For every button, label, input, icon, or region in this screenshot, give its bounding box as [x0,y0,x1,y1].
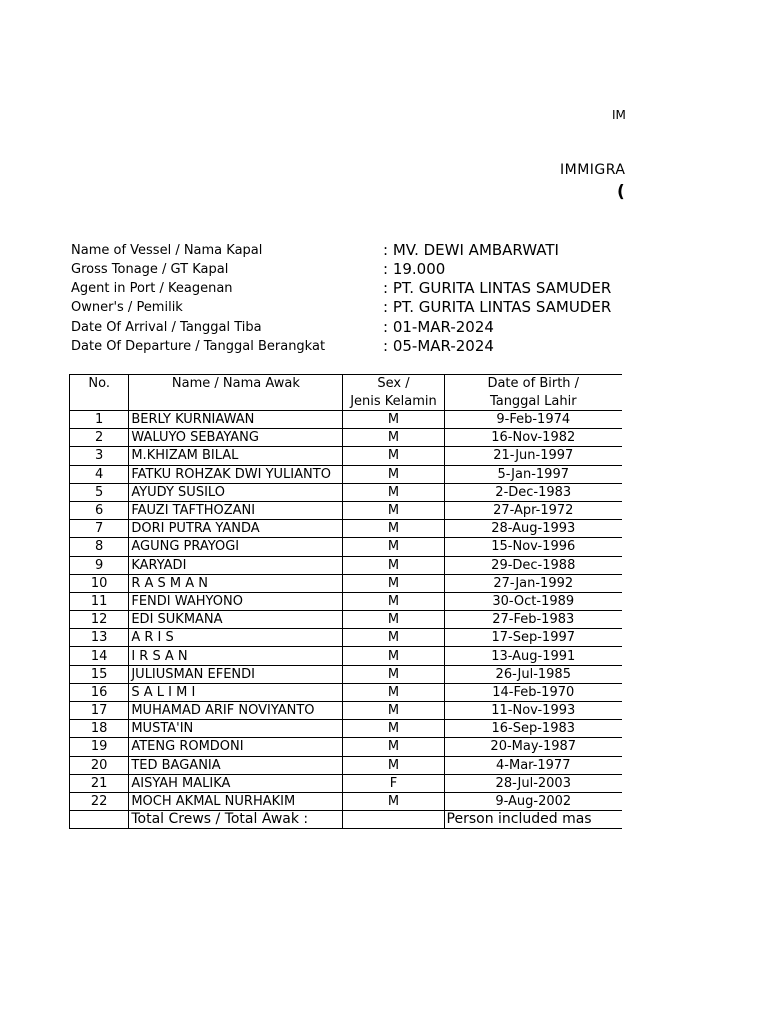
row-dob-cell: 27-Feb-1983 [444,611,622,629]
row-sex-cell: M [343,556,444,574]
row-dob-cell: 16-Nov-1982 [444,429,622,447]
row-no-cell: 5 [70,483,129,501]
row-no-cell: 14 [70,647,129,665]
row-dob-cell: 21-Jun-1997 [444,447,622,465]
row-no-cell: 6 [70,501,129,519]
row-dob-cell: 14-Feb-1970 [444,683,622,701]
row-name-cell: ATENG ROMDONI [129,738,343,756]
vessel-info-value: : 19.000 [383,260,446,278]
header-dob-cont: Tanggal Lahir [444,393,622,411]
table-row [70,665,623,683]
header-subtitle: ( [617,182,625,202]
row-no-cell: 7 [70,520,129,538]
vessel-info-label: Gross Tonage / GT Kapal [71,262,229,277]
row-no-cell: 3 [70,447,129,465]
row-dob-cell: 11-Nov-1993 [444,702,622,720]
row-dob-cell: 16-Sep-1983 [444,720,622,738]
table-row [70,501,623,519]
row-no-cell: 11 [70,592,129,610]
table-row [70,756,623,774]
header-name-cont [129,393,343,411]
row-dob-cell: 4-Mar-1977 [444,756,622,774]
row-no-cell: 22 [70,792,129,810]
total-empty-cell [70,811,129,829]
row-dob-cell: 5-Jan-1997 [444,465,622,483]
row-dob-cell: 28-Jul-2003 [444,774,622,792]
row-dob-cell: 20-May-1987 [444,738,622,756]
crew-table [69,374,622,829]
table-row [70,465,623,483]
row-name-cell: MUSTA'IN [129,720,343,738]
row-sex-cell: M [343,538,444,556]
row-sex-cell: M [343,629,444,647]
row-sex-cell: M [343,465,444,483]
crew-table-header [70,375,623,411]
vessel-info-label: Date Of Arrival / Tanggal Tiba [71,320,262,335]
row-name-cell: R A S M A N [129,574,343,592]
row-no-cell: 4 [70,465,129,483]
vessel-info-label: Name of Vessel / Nama Kapal [71,243,263,258]
table-row [70,538,623,556]
table-row [70,447,623,465]
row-dob-cell: 2-Dec-1983 [444,483,622,501]
row-no-cell: 21 [70,774,129,792]
row-name-cell: KARYADI [129,556,343,574]
row-no-cell: 10 [70,574,129,592]
row-name-cell: JULIUSMAN EFENDI [129,665,343,683]
header-no: No. [70,375,129,393]
header-no-cont [70,393,129,411]
table-row [70,411,623,429]
row-sex-cell: M [343,592,444,610]
row-no-cell: 19 [70,738,129,756]
vessel-info-value: : 01-MAR-2024 [383,318,494,336]
total-count-cell [343,811,444,829]
row-name-cell: WALUYO SEBAYANG [129,429,343,447]
table-row [70,483,623,501]
table-row [70,429,623,447]
table-row [70,702,623,720]
row-no-cell: 17 [70,702,129,720]
row-sex-cell: M [343,683,444,701]
row-name-cell: FAUZI TAFTHOZANI [129,501,343,519]
table-row [70,720,623,738]
row-dob-cell: 26-Jul-1985 [444,665,622,683]
row-sex-cell: M [343,574,444,592]
row-name-cell: AISYAH MALIKA [129,774,343,792]
row-dob-cell: 28-Aug-1993 [444,520,622,538]
row-no-cell: 1 [70,411,129,429]
header-name: Name / Nama Awak [129,375,343,393]
table-row [70,556,623,574]
table-row [70,774,623,792]
row-sex-cell: M [343,665,444,683]
row-sex-cell: M [343,792,444,810]
document-title: IMMIGRA [560,162,626,178]
table-row [70,629,623,647]
row-dob-cell: 27-Jan-1992 [444,574,622,592]
row-sex-cell: M [343,738,444,756]
vessel-info-label: Agent in Port / Keagenan [71,281,233,296]
row-sex-cell: M [343,647,444,665]
row-dob-cell: 15-Nov-1996 [444,538,622,556]
row-name-cell: AYUDY SUSILO [129,483,343,501]
row-name-cell: I R S A N [129,647,343,665]
header-sex: Sex / [343,375,444,393]
row-dob-cell: 13-Aug-1991 [444,647,622,665]
row-no-cell: 13 [70,629,129,647]
header-dob: Date of Birth / [444,375,622,393]
row-name-cell: MOCH AKMAL NURHAKIM [129,792,343,810]
row-dob-cell: 29-Dec-1988 [444,556,622,574]
table-row [70,683,623,701]
table-row [70,520,623,538]
row-sex-cell: M [343,501,444,519]
total-label: Total Crews / Total Awak : [129,811,343,829]
row-sex-cell: M [343,411,444,429]
row-name-cell: BERLY KURNIAWAN [129,411,343,429]
row-sex-cell: M [343,429,444,447]
table-row [70,647,623,665]
row-name-cell: FENDI WAHYONO [129,592,343,610]
row-dob-cell: 17-Sep-1997 [444,629,622,647]
row-no-cell: 9 [70,556,129,574]
row-no-cell: 2 [70,429,129,447]
row-dob-cell: 9-Feb-1974 [444,411,622,429]
row-name-cell: M.KHIZAM BILAL [129,447,343,465]
row-dob-cell: 27-Apr-1972 [444,501,622,519]
row-no-cell: 8 [70,538,129,556]
row-name-cell: TED BAGANIA [129,756,343,774]
row-no-cell: 18 [70,720,129,738]
table-row [70,738,623,756]
vessel-info-value: : 05-MAR-2024 [383,337,494,355]
table-row [70,592,623,610]
row-sex-cell: M [343,611,444,629]
table-row [70,792,623,810]
header-sex-cont: Jenis Kelamin [343,393,444,411]
row-name-cell: DORI PUTRA YANDA [129,520,343,538]
row-sex-cell: M [343,483,444,501]
vessel-info-label: Owner's / Pemilik [71,300,183,315]
vessel-info-value: : PT. GURITA LINTAS SAMUDER [383,298,612,316]
row-name-cell: EDI SUKMANA [129,611,343,629]
header-small-text: IM [612,108,626,122]
row-dob-cell: 9-Aug-2002 [444,792,622,810]
vessel-info-value: : PT. GURITA LINTAS SAMUDER [383,279,612,297]
total-note: Person included mas [444,811,622,829]
row-name-cell: AGUNG PRAYOGI [129,538,343,556]
table-row [70,574,623,592]
vessel-info-value: : MV. DEWI AMBARWATI [383,241,559,259]
row-sex-cell: M [343,702,444,720]
row-dob-cell: 30-Oct-1989 [444,592,622,610]
row-sex-cell: M [343,720,444,738]
row-sex-cell: M [343,520,444,538]
row-name-cell: FATKU ROHZAK DWI YULIANTO [129,465,343,483]
row-no-cell: 20 [70,756,129,774]
crew-table-body [70,411,623,811]
row-no-cell: 12 [70,611,129,629]
row-name-cell: MUHAMAD ARIF NOVIYANTO [129,702,343,720]
row-no-cell: 16 [70,683,129,701]
row-name-cell: A R I S [129,629,343,647]
row-sex-cell: M [343,756,444,774]
row-name-cell: S A L I M I [129,683,343,701]
table-row [70,611,623,629]
vessel-info-label: Date Of Departure / Tanggal Berangkat [71,339,326,354]
row-sex-cell: M [343,447,444,465]
row-sex-cell: F [343,774,444,792]
total-row [70,811,623,829]
row-no-cell: 15 [70,665,129,683]
